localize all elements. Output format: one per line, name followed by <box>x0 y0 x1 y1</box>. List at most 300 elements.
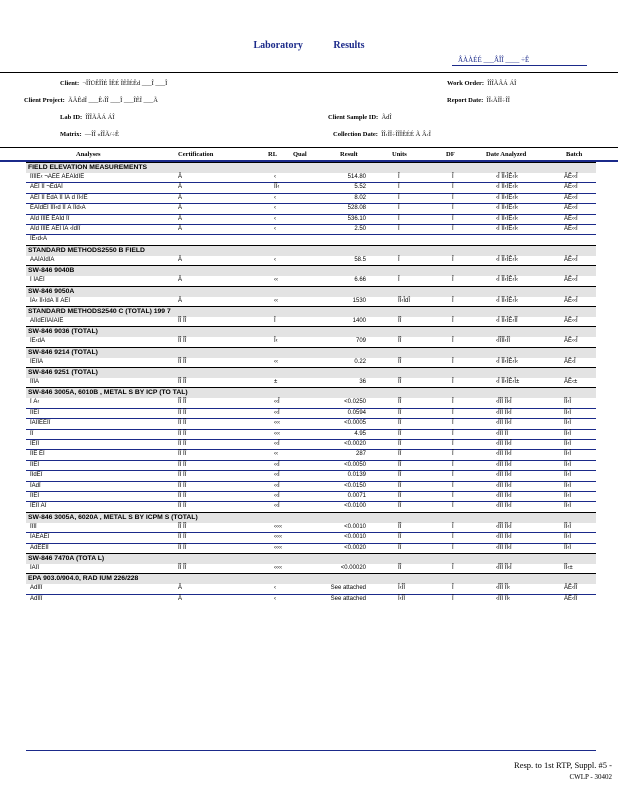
date-analyzed: ‹ÎÎÎ ÎÎ‹Î <box>496 472 512 479</box>
analyte-name: ÊÃÎdÊÎ ÎÎÎ‹d ÎÎ Ã ÎÎd‹Ã <box>30 205 86 212</box>
dilution-factor: Î <box>452 523 454 530</box>
date-analyzed: ‹ÎÎÎ ÎÎ‹Î <box>496 492 512 499</box>
reporting-limit: ‹ <box>274 585 276 592</box>
batch: ÂÊ‹ÎÎ <box>564 585 578 592</box>
reporting-limit: ‹‹Î <box>274 482 280 489</box>
matrix-field: Matrix: —ÎÎ «ÎÎÃ/÷Ê <box>60 131 119 138</box>
units: ÎÎ <box>398 544 402 551</box>
dilution-factor: Î <box>452 492 454 499</box>
analyte-name: ÎÎÊÎ <box>30 409 40 416</box>
table-row <box>26 193 596 203</box>
certification: ÎÎ ÎÎ <box>178 534 187 541</box>
date-analyzed: ‹Î ÎÎ‹ÎÊ‹Î‹ <box>496 297 518 304</box>
dilution-factor: Î <box>452 174 454 180</box>
batch: ÎÎ‹Î <box>564 492 571 499</box>
table-row <box>26 297 596 306</box>
certification: ÎÎ ÎÎ <box>178 441 187 448</box>
analyte-name: ÎÊÎÎÃ <box>30 358 44 365</box>
batch: ÂÊ‹Î <box>564 358 576 365</box>
lab-code: ÂÀÀÉÉ ___ÂÎÎ ____ ÷Ê <box>458 56 530 64</box>
dilution-factor: Î <box>452 184 454 191</box>
result: <0.0050 <box>344 461 366 468</box>
section-header: SW-846 9050A <box>26 286 596 297</box>
certification: Â <box>178 194 183 201</box>
table-row <box>26 449 596 459</box>
units: ÎÎ <box>398 441 402 448</box>
batch: ÎÎ‹Î <box>564 441 571 448</box>
date-analyzed: ‹ÎÎÎ ÎÎ‹Î <box>496 399 512 406</box>
section-header: SW-846 9040B <box>26 265 596 276</box>
table-row <box>26 429 596 439</box>
batch: ÂÊ‹‹Î <box>564 205 578 212</box>
table-row <box>26 523 596 532</box>
result: <0.0005 <box>344 420 366 427</box>
section-header: FIELD ELEVATION MEASUREMENTS <box>26 162 596 173</box>
units: Î <box>398 256 400 263</box>
analyte-name: ÃdÎÎÎ <box>30 585 43 592</box>
batch: ÎÎ‹Î <box>564 409 571 416</box>
table-row <box>26 203 596 213</box>
batch: ÂÊ‹‹Î <box>564 174 578 180</box>
batch: ÎÎ‹Î <box>564 430 571 437</box>
result: 287 <box>355 451 366 458</box>
analyte-name: ÎÎÎÎÊ‹ ¬ÃÊÊ ÃÊÃÎdÎÊ <box>30 174 85 180</box>
certification: ÎÎ ÎÎ <box>178 482 187 489</box>
section-header: SW-846 3005A, 6010B , METAL S BY ICP (TO TAL) <box>26 387 596 398</box>
certification: Â <box>178 256 183 263</box>
table-row <box>26 214 596 224</box>
result: 4.95 <box>354 430 366 437</box>
certification: Â <box>178 297 183 304</box>
client-field: Client: ¬ÎÎÜÊÎÎÉ ÎÊÉ ÎÊÎÉÊd ___Î ___Î <box>60 80 168 87</box>
dilution-factor: Î <box>452 409 454 416</box>
date-analyzed: ‹Î ÎÎ‹ÎÊ‹Î‹ <box>496 174 518 180</box>
code-underline <box>452 65 587 66</box>
units: ÎÎ‹ÎdÎ <box>398 297 411 304</box>
dilution-factor: Î <box>452 534 454 541</box>
certification: Â <box>178 205 183 212</box>
dilution-factor: Î <box>452 205 454 212</box>
analyte-name: ÎÎÊ ÊÎ <box>30 451 45 458</box>
date-analyzed: ‹ÎÎÎ ÎÎ‹Î <box>496 503 512 510</box>
certification: ÎÎ ÎÎ <box>178 461 187 468</box>
batch: ÂÊ‹‹Î <box>564 225 578 232</box>
certification: Â <box>178 225 183 232</box>
units: ÎÎ <box>398 338 402 345</box>
section-header: SW-846 7470A (TOTA L) <box>26 553 596 564</box>
collection-date-field: Collection Date: ÎÎ‹ÎÎ÷ÎÎÎÊÉÉ Ã Â‹Î <box>333 131 431 138</box>
reporting-limit: ‹‹Î <box>274 399 280 406</box>
col-rl: RL <box>268 151 278 158</box>
reporting-limit: Î <box>274 317 276 324</box>
table-row <box>26 337 596 346</box>
dilution-factor: Î <box>452 256 454 263</box>
table-row <box>26 481 596 491</box>
date-analyzed: ‹ÎÎÎÎ‹ÎÎ <box>496 338 510 345</box>
analyte-name: ÎÎ <box>30 430 34 437</box>
analyte-name: Î ÎÃÊÎ <box>30 277 45 284</box>
batch: ÎÎ‹Î <box>564 461 571 468</box>
batch: ÎÎ‹Î <box>564 451 571 458</box>
table-row <box>26 460 596 470</box>
certification: ÎÎ ÎÎ <box>178 409 187 416</box>
reporting-limit: ± <box>274 379 278 386</box>
results-table <box>26 162 596 604</box>
date-analyzed: ‹ÎÎÎ ÎÎ‹ <box>496 595 510 602</box>
header-top-rule <box>0 72 618 73</box>
certification: ÎÎ ÎÎ <box>178 523 187 530</box>
col-certification: Certification <box>178 151 214 158</box>
units: Î <box>398 194 400 201</box>
result: 2.50 <box>354 225 366 232</box>
footer <box>514 760 612 781</box>
certification: ÎÎ ÎÎ <box>178 317 187 324</box>
result: 58.5 <box>354 256 366 263</box>
dilution-factor: Î <box>452 317 454 324</box>
table-row <box>26 564 596 573</box>
col-analyses: Analyses <box>76 151 101 158</box>
certification: Â <box>178 215 183 222</box>
units: ÎÎ <box>398 503 402 510</box>
table-row <box>26 470 596 480</box>
units: ÎÎ <box>398 461 402 468</box>
batch: ÎÎ‹Î <box>564 544 571 551</box>
dilution-factor: Î <box>452 564 454 571</box>
analyte-name: ÎÊÎÎ <box>30 441 40 448</box>
certification: ÎÎ ÎÎ <box>178 451 187 458</box>
units: ÎÎ <box>398 420 402 427</box>
date-analyzed: ‹ÎÎÎ ÎÎ‹Î <box>496 409 512 416</box>
units: Î‹ÎÎ <box>398 585 405 592</box>
section-header: SW-846 9251 (TOTAL) <box>26 367 596 378</box>
reporting-limit: ‹ <box>274 225 276 232</box>
reporting-limit: ‹‹‹ <box>274 420 280 427</box>
result: 1530 <box>352 297 366 304</box>
reporting-limit: ‹‹‹ <box>274 430 280 437</box>
dilution-factor: Î <box>452 482 454 489</box>
result: <0.0010 <box>344 534 366 541</box>
table-row <box>26 173 596 182</box>
batch: ÂÊ‹ÎÎ <box>564 595 578 602</box>
dilution-factor: Î <box>452 225 454 232</box>
analyte-name: ÃÊÎ ÎÎ ¬ÊdÃÎ <box>30 184 63 191</box>
units: Î <box>398 225 400 232</box>
batch: ÎÎ‹Î <box>564 503 571 510</box>
certification: ÎÎ ÎÎ <box>178 492 187 499</box>
date-analyzed: ‹Î ÎÎ‹ÎÊ‹Î‹ <box>496 215 518 222</box>
col-date-analyzed: Date Analyzed <box>486 151 527 158</box>
date-analyzed: ‹Î ÎÎ‹ÎÊ‹Î‹ <box>496 256 518 263</box>
dilution-factor: Î <box>452 420 454 427</box>
result: <0.0020 <box>344 441 366 448</box>
certification: ÎÎ ÎÎ <box>178 430 187 437</box>
units: ÎÎ <box>398 399 402 406</box>
title-laboratory: Laboratory <box>253 40 303 51</box>
dilution-factor: Î <box>452 358 454 365</box>
date-analyzed: ‹Î ÎÎ‹ÎÊ‹Î‹ <box>496 358 518 365</box>
date-analyzed: ‹ÎÎÎ ÎÎ‹Î <box>496 544 512 551</box>
date-analyzed: ‹ÎÎÎ ÎÎ‹Î <box>496 564 512 571</box>
date-analyzed: ‹ÎÎÎ ÎÎ‹Î <box>496 441 512 448</box>
reporting-limit: ‹‹Î <box>274 441 280 448</box>
dilution-factor: Î <box>452 461 454 468</box>
reporting-limit: ‹‹Î <box>274 472 280 479</box>
dilution-factor: Î <box>452 430 454 437</box>
result: <0.0150 <box>344 482 366 489</box>
result: 709 <box>355 338 366 345</box>
table-row <box>26 358 596 367</box>
result: <0.0250 <box>344 399 366 406</box>
dilution-factor: Î <box>452 194 454 201</box>
table-row <box>26 398 596 407</box>
date-analyzed: ‹ÎÎÎ ÎÎ‹ <box>496 585 510 592</box>
analyte-name: ÃÎd ÎÎÎÊ ÃÊÎ ÎÃ ‹ÎdÎÎ <box>30 225 81 232</box>
result: 0.0071 <box>347 492 366 499</box>
dilution-factor: Î <box>452 544 454 551</box>
section-header: EPA 903.0/904.0, RAD IUM 226/228 <box>26 573 596 584</box>
batch: ÎÎ‹Î <box>564 482 571 489</box>
certification: ÎÎ ÎÎ <box>178 358 187 365</box>
units: ÎÎ <box>398 451 402 458</box>
result: 514.80 <box>347 174 366 180</box>
certification: Â <box>178 277 183 284</box>
analyte-name: ÎÃdÎ <box>30 482 41 489</box>
units: Î‹ÎÎ <box>398 595 405 602</box>
units: Î <box>398 215 400 222</box>
column-header-top-rule <box>0 147 618 148</box>
date-analyzed: ‹Î ÎÎ‹ÎÊ‹Î‹ <box>496 194 518 201</box>
table-row <box>26 276 596 285</box>
result: 1400 <box>352 317 366 324</box>
certification: ÎÎ ÎÎ <box>178 338 187 345</box>
result: 0.0139 <box>347 472 366 479</box>
analyte-name: ÃdÊÊÎÎ <box>30 544 49 551</box>
units: ÎÎ <box>398 482 402 489</box>
date-analyzed: ‹ÎÎÎ ÎÎ <box>496 430 508 437</box>
result: 36 <box>359 379 366 386</box>
reporting-limit: ‹‹‹‹ <box>274 544 282 551</box>
reporting-limit: ‹‹ <box>274 358 278 365</box>
result: <0.0020 <box>344 544 366 551</box>
result: <0.0100 <box>344 503 366 510</box>
section-header: SW-846 9036 (TOTAL) <box>26 326 596 337</box>
reporting-limit: ‹ <box>274 215 276 222</box>
report-date-field: Report Date: ÎÎ‹ÃÎÎ÷ÎÎ <box>447 97 510 104</box>
date-analyzed: ‹Î ÎÎ‹ÎÊ‹Î± <box>496 379 520 386</box>
date-analyzed: ‹Î ÎÎ‹ÎÊ‹Î‹ <box>496 184 518 191</box>
client-sample-id-field: Client Sample ID: ÃdÎ <box>328 114 392 121</box>
analyte-name: ÃÎd ÎÎÎÊ ÊÃÎd ÎÎ <box>30 215 70 222</box>
dilution-factor: Î <box>452 277 454 284</box>
date-analyzed: ‹ÎÎÎ ÎÎ‹Î <box>496 523 512 530</box>
dilution-factor: Î <box>452 472 454 479</box>
date-analyzed: ‹ÎÎÎ ÎÎ‹Î <box>496 451 512 458</box>
dilution-factor: Î <box>452 215 454 222</box>
reporting-limit: Î‹ <box>274 338 278 345</box>
batch: ÎÎ‹Î <box>564 523 571 530</box>
analyte-name: ÎÃÊÃÊÎ <box>30 534 50 541</box>
reporting-limit: ‹ <box>274 194 276 201</box>
batch: ÎÎ‹Î <box>564 534 571 541</box>
section-header: STANDARD METHODS2540 C (TOTAL) 199 7 <box>26 306 596 317</box>
certification: ÎÎ ÎÎ <box>178 564 187 571</box>
section-header: SW-846 3005A, 6020A , METAL S BY ICPM S (TOTAL) <box>26 512 596 523</box>
analyte-name: ÎÎÊÎ <box>30 492 40 499</box>
analyte-name: ÃÊÎ ÎÎ ÊdÃ ÎÎ ÎÃ d ÎÎ‹ÎÊ <box>30 194 88 201</box>
result: See attached <box>330 595 366 602</box>
units: Î <box>398 184 400 191</box>
dilution-factor: Î <box>452 595 454 602</box>
table-row <box>26 439 596 449</box>
reporting-limit: ‹‹ <box>274 297 278 304</box>
table-row <box>26 256 596 265</box>
certification: ÎÎ ÎÎ <box>178 544 187 551</box>
units: ÎÎ <box>398 564 402 571</box>
result: <0.0010 <box>344 523 366 530</box>
dilution-factor: Î <box>452 338 454 345</box>
units: Î <box>398 174 400 180</box>
batch: ÂÊ‹‹Î <box>564 297 578 304</box>
date-analyzed: ‹ÎÎÎ ÎÎ‹Î <box>496 482 512 489</box>
units: Î <box>398 277 400 284</box>
report-title <box>0 40 618 51</box>
batch: ÂÊ‹‹Î <box>564 338 578 345</box>
reporting-limit: ‹‹Î <box>274 492 280 499</box>
date-analyzed: ‹ÎÎÎ ÎÎ‹Î <box>496 534 512 541</box>
dilution-factor: Î <box>452 379 454 386</box>
analyte-name: ÃÎÎdÊÎÎÃÎÃÎÊ <box>30 317 64 324</box>
client-project-field: Client Project: ÃÂÊdÎ ___Ê‹ÎÎ ___Î ___ÎÊÎ ___Ã <box>24 97 159 104</box>
batch: ÎÎ‹Î <box>564 420 571 427</box>
units: ÎÎ <box>398 472 402 479</box>
units: ÎÎ <box>398 409 402 416</box>
certification: Â <box>178 595 183 602</box>
batch: ÂÊ‹‹Î <box>564 277 578 284</box>
table-row <box>26 224 596 234</box>
table-row <box>26 491 596 501</box>
date-analyzed: ‹Î ÎÎ‹ÎÊ‹Î‹ <box>496 205 518 212</box>
table-row <box>26 501 596 511</box>
result: 6.66 <box>354 277 366 284</box>
dilution-factor: Î <box>452 451 454 458</box>
lab-id-field: Lab ID: ÎÎÎÃÂÁ ÁÎ <box>60 114 115 121</box>
certification: Â <box>178 184 183 191</box>
date-analyzed: ‹ÎÎÎ ÎÎ‹Î <box>496 420 512 427</box>
batch: ÂÊ‹‹Î <box>564 215 578 222</box>
units: ÎÎ <box>398 430 402 437</box>
batch: ÂÊ‹‹Î <box>564 184 578 191</box>
analyte-name: ÎÎÎÃ <box>30 379 40 386</box>
dilution-factor: Î <box>452 399 454 406</box>
col-batch: Batch <box>566 151 583 158</box>
table-row <box>26 584 596 593</box>
certification: Â <box>178 174 183 180</box>
result: 0.0594 <box>347 409 366 416</box>
units: ÎÎ <box>398 523 402 530</box>
units: ÎÎ <box>398 534 402 541</box>
footer-page-code: CWLP - 30402 <box>569 773 612 781</box>
units: Î <box>398 205 400 212</box>
batch: ÂÊ‹± <box>564 379 578 386</box>
table-row <box>26 317 596 326</box>
units: ÎÎ <box>398 317 402 324</box>
units: ÎÎ <box>398 379 402 386</box>
dilution-factor: Î <box>452 585 454 592</box>
analyte-name: ÎÎdÊÎ <box>30 472 43 479</box>
certification: Â <box>178 585 183 592</box>
work-order-field: Work Order: ÎÎÎÃÂÁ ÁÎ <box>447 80 517 87</box>
dilution-factor: Î <box>452 297 454 304</box>
reporting-limit: ‹‹‹‹ <box>274 564 282 571</box>
certification: ÎÎ ÎÎ <box>178 472 187 479</box>
batch: ÎÎ‹± <box>564 564 573 571</box>
reporting-limit: ÎÎ‹ <box>274 184 280 191</box>
analyte-name: ÃdÎÎÎ <box>30 595 43 602</box>
result: See attached <box>330 585 366 592</box>
reporting-limit: ‹‹‹‹ <box>274 534 282 541</box>
result: 0.22 <box>354 358 366 365</box>
table-row <box>26 418 596 428</box>
table-row <box>26 378 596 387</box>
reporting-limit: ‹ <box>274 256 276 263</box>
table-row <box>26 182 596 192</box>
date-analyzed: ‹Î ÎÎ‹ÎÊ‹ÎÎ <box>496 317 518 324</box>
col-units: Units <box>392 151 407 158</box>
table-row <box>26 408 596 418</box>
batch: ÎÎ‹Î <box>564 472 571 479</box>
title-results: Results <box>333 40 365 51</box>
reporting-limit: ‹‹ <box>274 451 278 458</box>
footer-reference: Resp. to 1st RTP, Suppl. #5 - <box>514 760 612 770</box>
date-analyzed: ‹ÎÎÎ ÎÎ‹Î <box>496 461 512 468</box>
batch: ÎÎ‹Î <box>564 399 571 406</box>
date-analyzed: ‹Î ÎÎ‹ÎÊ‹Î‹ <box>496 277 518 284</box>
analyte-name: ÎÊÎÎ ÃÎ <box>30 503 47 510</box>
analyte-name: ÎÊ‹d‹Ã <box>30 236 48 243</box>
analyte-name: ÎÃÎÎ <box>30 564 40 571</box>
table-row <box>26 543 596 553</box>
result: 536.10 <box>347 215 366 222</box>
certification: ÎÎ ÎÎ <box>178 420 187 427</box>
reporting-limit: ‹ <box>274 174 276 180</box>
batch: ÂÊ‹‹Î <box>564 194 578 201</box>
result: 8.02 <box>354 194 366 201</box>
reporting-limit: ‹ <box>274 595 276 602</box>
certification: ÎÎ ÎÎ <box>178 379 187 386</box>
footer-rule <box>26 750 596 751</box>
analyte-name: ÎÃÎÎÊÊÎÎ <box>30 420 51 427</box>
section-header: STANDARD METHODS2550 B FIELD <box>26 245 596 256</box>
reporting-limit: ‹‹Î <box>274 503 280 510</box>
result: 528.08 <box>347 205 366 212</box>
analyte-name: ÎÎÊÎ <box>30 461 40 468</box>
reporting-limit: ‹‹Î <box>274 409 280 416</box>
date-analyzed: ‹Î ÎÎ‹ÎÊ‹Î‹ <box>496 225 518 232</box>
col-result: Result <box>340 151 358 158</box>
certification: ÎÎ ÎÎ <box>178 503 187 510</box>
analyte-name: ÎÃ‹ ÎÎ‹ÎdÃ ÎÎ ÃÊÎ <box>30 297 71 304</box>
units: ÎÎ <box>398 358 402 365</box>
section-header: SW-846 9214 (TOTAL) <box>26 347 596 358</box>
units: ÎÎ <box>398 492 402 499</box>
table-row <box>26 532 596 542</box>
dilution-factor: Î <box>452 441 454 448</box>
result: 5.52 <box>354 184 366 191</box>
batch: ÂÊ‹‹Î <box>564 256 578 263</box>
table-row <box>26 594 596 604</box>
certification: ÎÎ ÎÎ <box>178 399 187 406</box>
analyte-name: ÃÃÎÃÎdÎÃ <box>30 256 55 263</box>
